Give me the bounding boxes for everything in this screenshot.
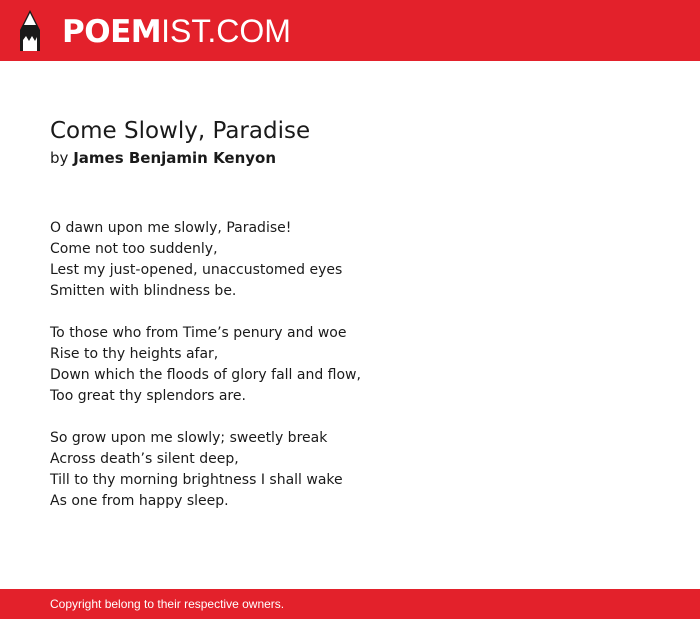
poem-line: Across death’s silent deep, (50, 451, 239, 467)
poem-body (50, 218, 650, 512)
pencil-tip-icon[interactable] (18, 10, 42, 51)
stanza (50, 323, 650, 407)
brand-light-text: IST.COM (161, 13, 291, 49)
stanza (50, 428, 650, 512)
poem-line: Smitten with blindness be. (50, 283, 237, 299)
stanza (50, 218, 650, 302)
poem-line: As one from happy sleep. (50, 493, 229, 509)
poem-line: Rise to thy heights afar, (50, 346, 219, 362)
site-logo-link[interactable] (62, 11, 291, 51)
poem-line: Too great thy splendors are. (50, 388, 246, 404)
poem-line: Come not too suddenly, (50, 241, 218, 257)
poem-byline (50, 146, 650, 170)
poem-line: Till to thy morning brightness I shall wake (50, 472, 343, 488)
brand-bold-text: POEM (62, 14, 162, 50)
poem-line: Down which the floods of glory fall and flow, (50, 367, 361, 383)
poem-content (50, 116, 650, 533)
poem-line: Lest my just-opened, unaccustomed eyes (50, 262, 343, 278)
poem-line: So grow upon me slowly; sweetly break (50, 430, 328, 446)
poem-title: Come Slowly, Paradise (50, 118, 311, 144)
poem-author: James Benjamin Kenyon (73, 149, 277, 167)
site-footer (0, 589, 700, 619)
site-header (0, 0, 700, 61)
copyright-text: Copyright belong to their respective owners. (50, 597, 285, 611)
poem-line: O dawn upon me slowly, Paradise! (50, 220, 292, 236)
byline-prefix: by (50, 149, 69, 167)
poem-line: To those who from Time’s penury and woe (50, 325, 347, 341)
